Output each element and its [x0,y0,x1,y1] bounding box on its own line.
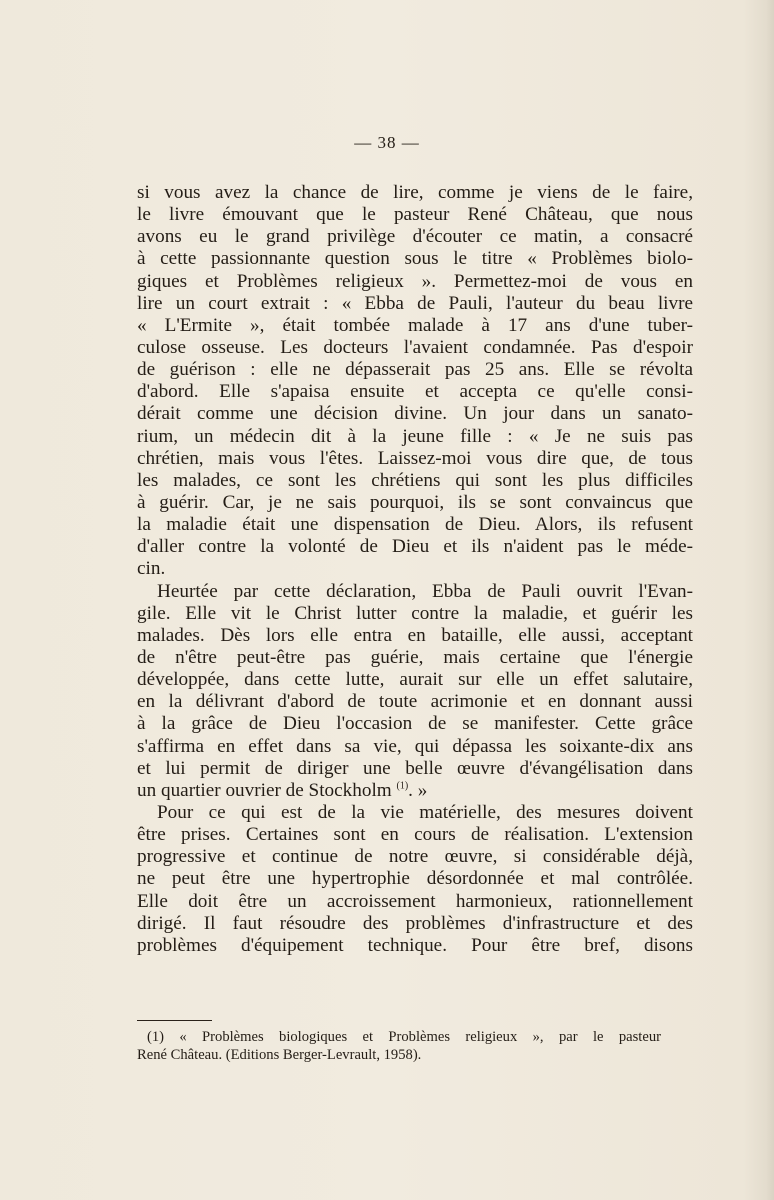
text-line: problèmes d'équipement technique. Pour être bref, disons [137,934,693,956]
text-line: à la grâce de Dieu l'occasion de se manifester. Cette grâce [137,713,693,735]
text-line: si vous avez la chance de lire, comme je viens de le faire, [137,182,693,203]
footnote-separator [137,1020,212,1021]
text-line: dirigé. Il faut résoudre des problèmes d'infrastructure et des [137,912,693,934]
text-line: malades. Dès lors elle entra en bataille, elle aussi, acceptant [137,624,693,646]
text-line: en la délivrant d'abord de toute acrimonie et en donnant aussi [137,691,693,713]
text-line: « L'Ermite », était tombée malade à 17 ans d'une tuber- [137,314,693,336]
text-line: progressive et continue de notre œuvre, si considérable déjà, [137,846,693,868]
text-line: culose osseuse. Les docteurs l'avaient condamnée. Pas d'espoir [137,336,693,358]
text-line: être prises. Certaines sont en cours de réalisation. L'extension [137,824,693,846]
text-line: d'abord. Elle s'apaisa ensuite et accepta ce qu'elle consi- [137,381,693,403]
text-line: développée, dans cette lutte, aurait sur elle un effet salutaire, [137,669,693,691]
text-line: d'aller contre la volonté de Dieu et ils n'aident pas le méde- [137,536,693,558]
text-line: de guérison : elle ne dépasserait pas 25 ans. Elle se révolta [137,359,693,381]
footnote-line: (1) « Problèmes biologiques et Problèmes religieux », par le pasteur [147,1029,661,1045]
text-line: à cette passionnante question sous le titre « Problèmes biolo- [137,248,693,270]
text-line: lire un court extrait : « Ebba de Pauli, l'auteur du beau livre [137,292,693,314]
text-line: la maladie était une dispensation de Dieu. Alors, ils refusent [137,514,693,536]
text-line: à guérir. Car, je ne sais pourquoi, ils se sont convaincus que [137,491,693,513]
text-line: cin. [137,558,166,580]
text-line: les malades, ce sont les chrétiens qui sont les plus difficiles [137,469,693,491]
text-line: Pour ce qui est de la vie matérielle, des mesures doivent [157,801,693,823]
paragraph-3 [137,802,693,957]
text-line: gile. Elle vit le Christ lutter contre la maladie, et guérir les [137,602,693,624]
footnote-line: René Château. (Editions Berger-Levrault, 1958). [137,1047,422,1063]
text-line: dérait comme une décision divine. Un jour dans un sanato- [137,403,693,425]
footnote [137,1028,661,1064]
text-line: Heurtée par cette déclaration, Ebba de Pauli ouvrit l'Evan- [157,580,693,602]
text-line [137,780,693,802]
paragraph-2 [137,581,693,802]
text-line: giques et Problèmes religieux ». Permettez-moi de vous en [137,270,693,292]
text-line: rium, un médecin dit à la jeune fille : « Je ne suis pas [137,425,693,447]
text-line: le livre émouvant que le pasteur René Château, que nous [137,204,693,226]
body-text [137,182,693,957]
paragraph-1 [137,182,693,581]
text-line: de n'être peut-être pas guérie, mais certaine que l'énergie [137,646,693,668]
text-line: et lui permit de diriger une belle œuvre d'évangélisation dans [137,757,693,779]
page-number: — 38 — [354,133,420,152]
text-line: avons eu le grand privilège d'écouter ce matin, a consacré [137,226,693,248]
text-line: Elle doit être un accroissement harmonieux, rationnellement [137,890,693,912]
closing-quote: . » [408,779,428,801]
text-line: chrétien, mais vous l'êtes. Laissez-moi vous dire que, de tous [137,447,693,469]
text-line-content: un quartier ouvrier de Stockholm [137,779,392,801]
text-line: ne peut être une hypertrophie désordonnée et mal contrôlée. [137,868,693,890]
footnote-reference: (1) [396,780,409,792]
text-line: s'affirma en effet dans sa vie, qui dépassa les soixante-dix ans [137,735,693,757]
